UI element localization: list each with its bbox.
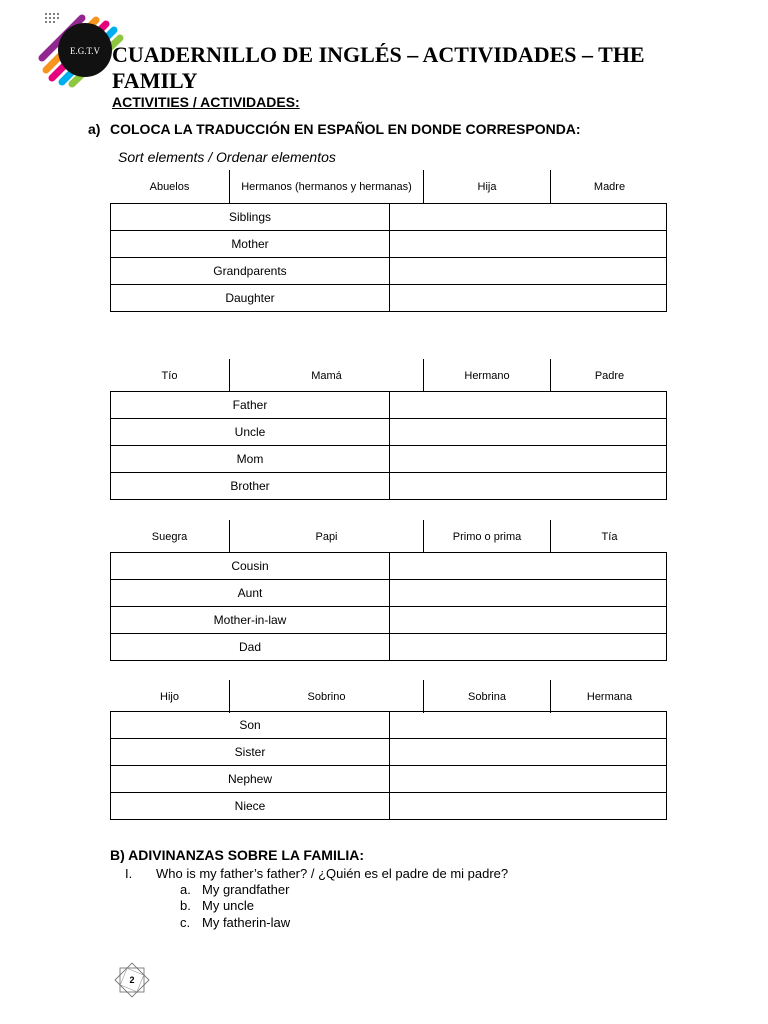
word-bank-item: Sobrino <box>230 680 424 713</box>
answer-cell[interactable] <box>390 712 667 739</box>
word-bank-item: Mamá <box>230 359 424 392</box>
answer-cell[interactable] <box>390 607 667 634</box>
word-bank-2 <box>110 359 668 392</box>
option-letter: c. <box>180 915 191 930</box>
riddle-number: I. <box>125 866 133 881</box>
word-bank-item: Primo o prima <box>424 520 551 553</box>
section-a-label: a) <box>88 121 101 137</box>
answer-cell[interactable] <box>390 766 667 793</box>
section-a-instruction <box>88 121 581 137</box>
table-row <box>111 580 667 607</box>
table-row <box>111 739 667 766</box>
word-bank-item: Padre <box>594 369 625 382</box>
table-row <box>111 553 667 580</box>
table-row <box>111 258 667 285</box>
english-word: Mother <box>111 231 390 258</box>
option-text: My fatherin-law <box>202 915 291 930</box>
page-title: CUADERNILLO DE INGLÉS – ACTIVIDADES – THE FAMILY <box>112 42 645 93</box>
translation-table-2 <box>110 391 667 500</box>
word-bank-item: Abuelos <box>110 170 230 203</box>
table-row <box>111 285 667 312</box>
table-row <box>111 446 667 473</box>
english-word: Dad <box>111 634 390 661</box>
word-bank-item: Hermanos (hermanos y hermanas) <box>230 170 424 203</box>
english-word: Grandparents <box>111 258 390 285</box>
option-text: My uncle <box>202 898 255 913</box>
english-word: Uncle <box>111 419 390 446</box>
word-bank-item: Papi <box>230 520 424 553</box>
answer-cell[interactable] <box>390 204 667 231</box>
word-bank-item: Hijo <box>110 680 230 713</box>
table-row <box>111 712 667 739</box>
riddle-text: Who is my father’s father? / ¿Quién es el padre de mi padre? <box>156 866 509 881</box>
answer-cell[interactable] <box>390 419 667 446</box>
word-bank-3 <box>110 520 668 553</box>
table-row <box>111 231 667 258</box>
table-row <box>111 766 667 793</box>
word-bank-item: Sobrina <box>424 680 551 713</box>
answer-cell[interactable] <box>390 473 667 500</box>
page-number: 2 <box>129 975 135 985</box>
table-row <box>111 392 667 419</box>
english-word: Nephew <box>111 766 390 793</box>
english-word: Son <box>111 712 390 739</box>
translation-table-1 <box>110 203 667 312</box>
english-word: Sister <box>111 739 390 766</box>
table-row <box>111 634 667 661</box>
english-word: Aunt <box>111 580 390 607</box>
table-row <box>111 607 667 634</box>
word-bank-item: Tía <box>601 530 618 543</box>
answer-cell[interactable] <box>390 553 667 580</box>
table-row <box>111 419 667 446</box>
answer-cell[interactable] <box>390 793 667 820</box>
answer-cell[interactable] <box>390 739 667 766</box>
table-row <box>111 204 667 231</box>
activities-subheading: ACTIVITIES / ACTIVIDADES: <box>112 94 300 110</box>
table-row <box>111 793 667 820</box>
riddle-option[interactable] <box>180 882 289 897</box>
english-word: Brother <box>111 473 390 500</box>
answer-cell[interactable] <box>390 231 667 258</box>
section-b-title: B) ADIVINANZAS SOBRE LA FAMILIA: <box>110 847 365 863</box>
word-bank-item: Hermano <box>424 359 551 392</box>
riddle-option[interactable] <box>180 898 254 913</box>
answer-cell[interactable] <box>390 634 667 661</box>
translation-table-3 <box>110 552 667 661</box>
word-bank-item: Madre <box>593 180 626 193</box>
answer-cell[interactable] <box>390 285 667 312</box>
translation-table-4 <box>110 711 667 820</box>
answer-cell[interactable] <box>390 392 667 419</box>
word-bank-item: Tío <box>110 359 230 392</box>
english-word: Daughter <box>111 285 390 312</box>
english-word: Father <box>111 392 390 419</box>
english-word: Niece <box>111 793 390 820</box>
option-text: My grandfather <box>202 882 290 897</box>
english-word: Cousin <box>111 553 390 580</box>
answer-cell[interactable] <box>390 580 667 607</box>
answer-cell[interactable] <box>390 446 667 473</box>
logo-text: E.G.T.V <box>69 46 101 56</box>
option-letter: a. <box>180 882 191 897</box>
english-word: Siblings <box>111 204 390 231</box>
sort-instruction: Sort elements / Ordenar elementos <box>118 149 336 165</box>
word-bank-item: Hija <box>424 170 551 203</box>
word-bank-1 <box>110 170 668 203</box>
riddle-option[interactable] <box>180 915 290 930</box>
english-word: Mom <box>111 446 390 473</box>
english-word: Mother-in-law <box>111 607 390 634</box>
answer-cell[interactable] <box>390 258 667 285</box>
page-number-badge <box>112 962 152 998</box>
table-row <box>111 473 667 500</box>
word-bank-item: Suegra <box>110 520 230 553</box>
riddle-question <box>125 866 508 881</box>
option-letter: b. <box>180 898 191 913</box>
section-a-text: COLOCA LA TRADUCCIÓN EN ESPAÑOL EN DONDE CORRESPONDA: <box>110 121 581 137</box>
word-bank-4 <box>110 680 668 713</box>
word-bank-item: Hermana <box>586 690 633 703</box>
